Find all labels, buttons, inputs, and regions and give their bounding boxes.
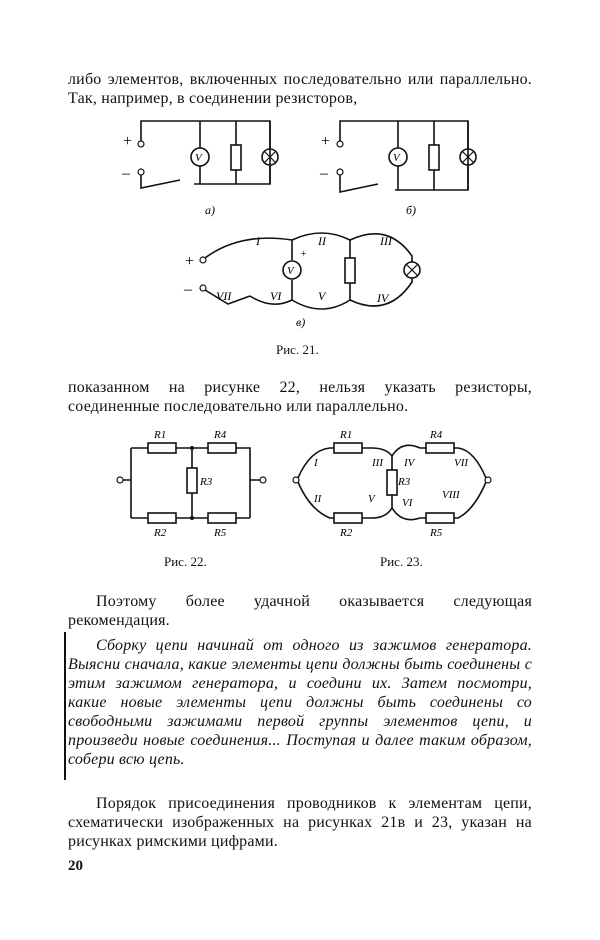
fig22-label-R2: R2 [154,527,167,539]
fig23-resistor-R3 [387,470,397,495]
fig22-resistor-R5 [208,513,236,523]
figure-22-circuit [117,429,266,539]
fig22-resistor-R1 [148,443,176,453]
fig22-resistor-R3 [187,468,197,493]
fig23-label-VII: VII [454,457,469,469]
fig22-label-R4: R4 [214,429,227,441]
figure-23-circuit [293,429,491,539]
fig23-resistor-R2 [334,513,362,523]
fig21c-caption: в) [296,315,306,329]
fig21a-voltmeter-label: V [195,152,202,164]
paragraph-3: Поэтому более удачной оказывается следующая рекомендация. [68,593,532,629]
paragraph-2: показанном на рисунке 22, нельзя указать резисторы, соединенные последовательно или параллельно. [68,379,532,415]
fig21c-label-I: I [256,234,260,248]
fig23-resistor-R5 [426,513,454,523]
fig23-label-VIII: VIII [442,489,460,501]
svg-text:V: V [287,265,294,277]
svg-text:+: + [184,253,195,270]
fig22-label-R5: R5 [214,527,227,539]
svg-text:V: V [393,152,400,164]
fig21c-label-VII: VII [216,289,232,303]
quote-margin-bar [64,632,66,780]
fig21a-plus-label: + [122,133,133,150]
fig23-resistor-R1 [334,443,362,453]
recommendation-paragraph: Сборку цепи начинай от одного из зажимов генератора. Выясни сначала, какие элементы цепи должны быть соединены с этим зажимом генератора, и соедини их. Затем посмотри, какие новые элементы цепи должны быть соединены со свободными зажимами первой группы элементов цепи, и произведи новые соединения... Поступая и далее таким образом, собери всю цепь. [68,637,532,768]
fig23-label-R5: R5 [430,527,443,539]
fig23-label-III: III [372,457,383,469]
fig23-label-R2: R2 [340,527,353,539]
fig21a-minus-label: – [122,165,130,182]
svg-text:+: + [300,249,307,260]
fig23-label-V: V [368,493,375,505]
fig21c-label-III: III [380,234,392,248]
fig23-label-II: II [314,493,322,505]
svg-text:–: – [320,165,328,182]
svg-text:–: – [184,281,192,298]
fig22-label-R3: R3 [200,476,213,488]
figure-21-caption: Рис. 21. [276,342,319,357]
figure-23-caption: Рис. 23. [380,554,423,569]
svg-text:+: + [320,133,331,150]
fig22-terminal-right [260,477,266,483]
fig21c-label-V: V [318,289,326,303]
fig21c-label-VI: VI [270,289,282,303]
fig21b-caption: б) [406,203,417,217]
fig23-label-I: I [314,457,318,469]
fig23-resistor-R4 [426,443,454,453]
fig23-label-R4: R4 [430,429,443,441]
fig22-terminal-left [117,477,123,483]
fig22-resistor-R4 [208,443,236,453]
fig22-resistor-R2 [148,513,176,523]
fig23-label-R3: R3 [398,476,411,488]
figure-22-caption: Рис. 22. [164,554,207,569]
paragraph-5: Порядок присоединения проводников к элементам цепи, схематически изображенных на рисунках 21в и 23, указан на рисунках римскими цифрами. [68,795,532,850]
fig21a-caption: а) [205,203,215,217]
fig21c-label-II: II [318,234,326,248]
fig23-label-VI: VI [402,497,413,509]
fig22-label-R1: R1 [154,429,167,441]
fig21c-label-IV: IV [377,291,389,305]
fig23-label-R1: R1 [340,429,353,441]
page-number: 20 [68,858,83,874]
paragraph-1: либо элементов, включенных последовательно или параллельно. Так, например, в соединении резисторов, [68,71,532,107]
fig23-label-IV: IV [404,457,415,469]
